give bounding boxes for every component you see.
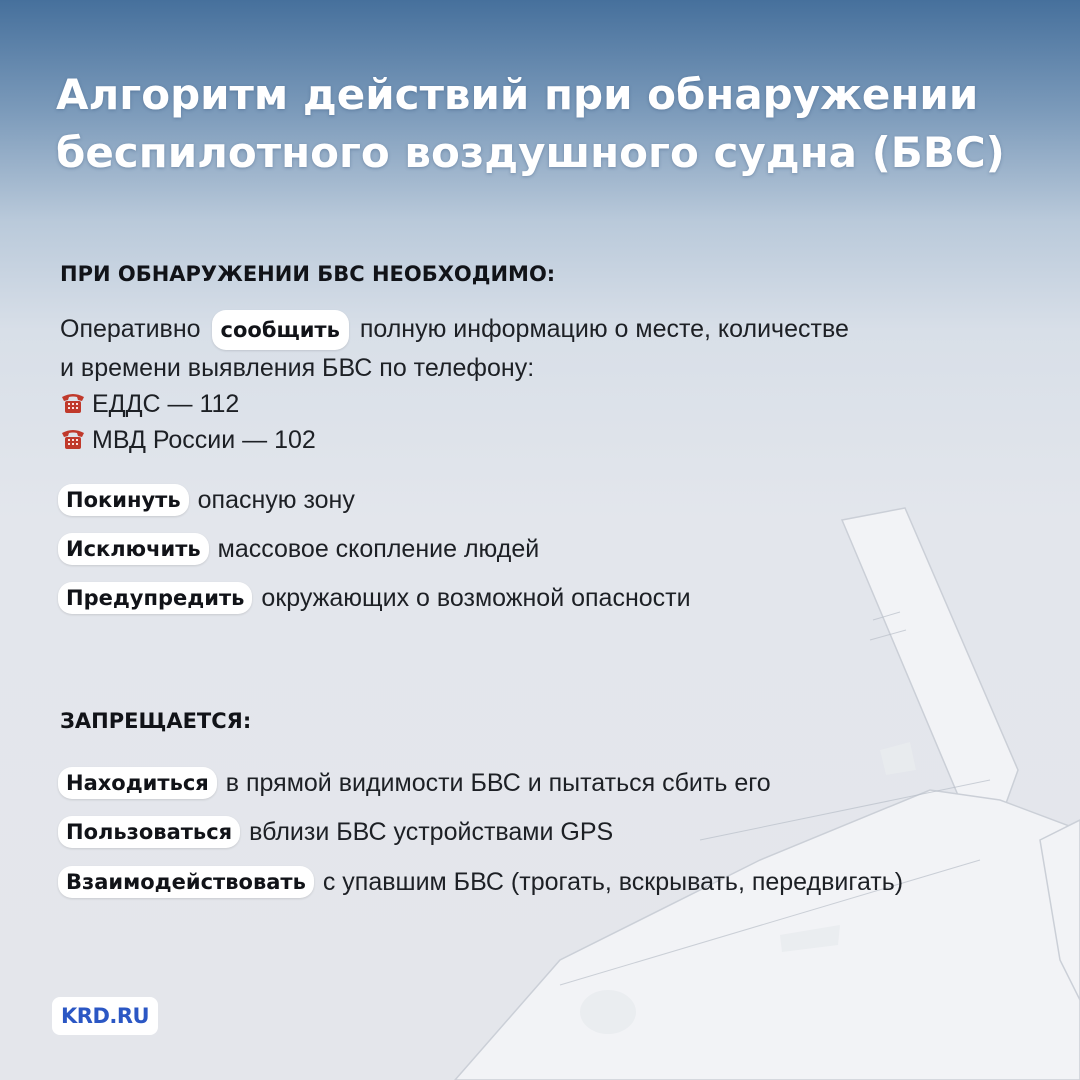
required-item-pill: Покинуть (58, 484, 189, 516)
forbidden-item (58, 866, 903, 898)
required-item-pill: Предупредить (58, 582, 252, 614)
report-pill: сообщить (212, 310, 349, 350)
forbidden-item-pill: Пользоваться (58, 816, 240, 848)
report-line-2: и времени выявления БВС по телефону: (60, 354, 535, 382)
required-item (58, 484, 355, 516)
phone-edds: ЕДДС — 112 (92, 390, 240, 418)
krd-logo: KRD.RU (52, 997, 158, 1035)
required-item-pill: Исключить (58, 533, 209, 565)
title-line-2: беспилотного воздушного судна (БВС) (56, 128, 1005, 177)
required-heading: ПРИ ОБНАРУЖЕНИИ БВС НЕОБХОДИМО: (60, 262, 556, 286)
forbidden-item-text: с упавшим БВС (трогать, вскрывать, передвигать) (322, 867, 904, 896)
telephone-icon (60, 427, 86, 451)
required-item-text: окружающих о возможной опасности (261, 583, 691, 612)
forbidden-item-pill: Взаимодействовать (58, 866, 314, 898)
report-before: Оперативно (60, 315, 201, 343)
required-item (58, 582, 691, 614)
telephone-icon (60, 391, 86, 415)
report-after: полную информацию о месте, количестве (359, 315, 849, 343)
forbidden-heading: ЗАПРЕЩАЕТСЯ: (60, 709, 252, 733)
required-item-text: опасную зону (197, 485, 355, 514)
required-item-text: массовое скопление людей (217, 534, 540, 563)
report-paragraph (60, 310, 1040, 458)
forbidden-item-pill: Находиться (58, 767, 217, 799)
phone-line-1 (60, 386, 1040, 422)
page-title (56, 66, 1046, 182)
phone-line-2 (60, 422, 1040, 458)
forbidden-item-text: в прямой видимости БВС и пытаться сбить его (225, 768, 771, 797)
title-line-1: Алгоритм действий при обнаружении (56, 70, 979, 119)
forbidden-item-text: вблизи БВС устройствами GPS (249, 817, 614, 846)
required-item (58, 533, 539, 565)
forbidden-item (58, 816, 613, 848)
report-line-1 (60, 310, 1040, 350)
forbidden-item (58, 767, 771, 799)
phone-mvd: МВД России — 102 (92, 426, 316, 454)
